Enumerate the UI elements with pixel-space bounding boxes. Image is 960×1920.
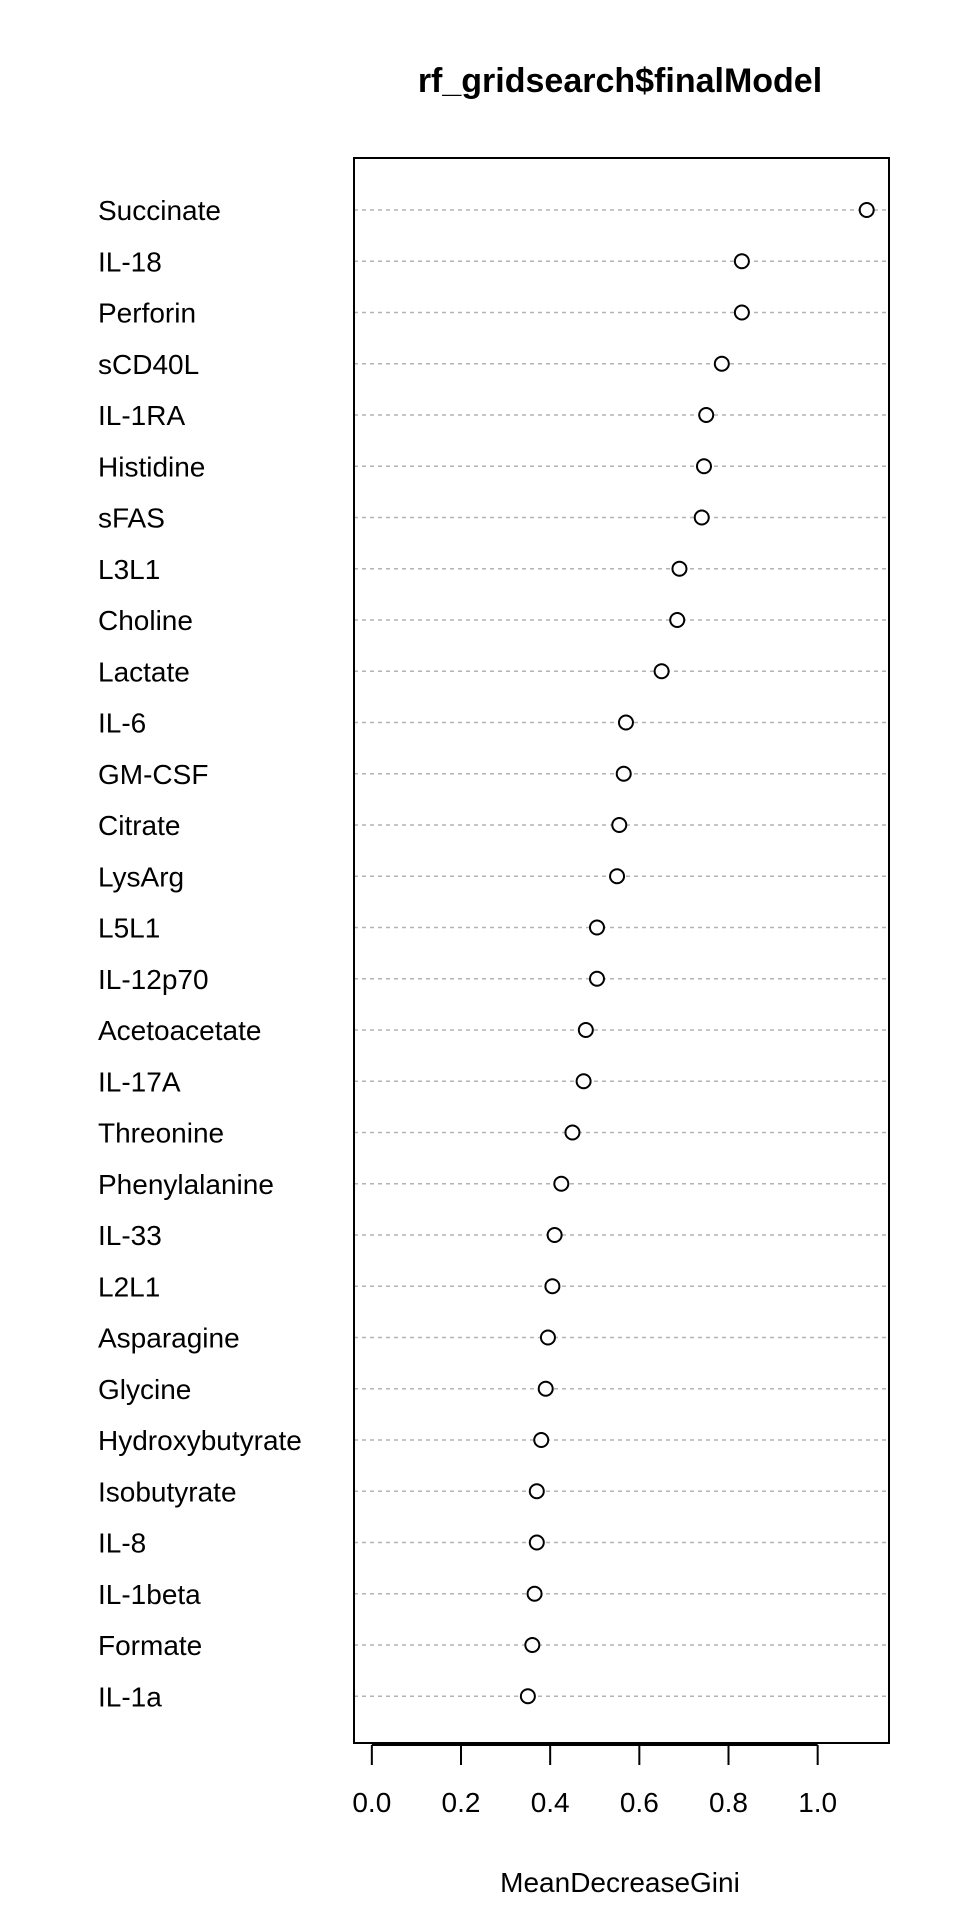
data-point xyxy=(579,1023,593,1037)
x-tick-label: 0.4 xyxy=(530,1787,570,1818)
category-label: IL-33 xyxy=(98,1220,162,1251)
category-label: IL-17A xyxy=(98,1066,181,1098)
category-label: IL-18 xyxy=(98,246,162,278)
data-point xyxy=(617,767,631,781)
x-tick-label: 0.6 xyxy=(619,1787,659,1818)
category-labels xyxy=(98,195,302,1712)
data-point xyxy=(525,1638,539,1652)
data-point xyxy=(735,254,749,268)
category-label: IL-1RA xyxy=(98,400,186,431)
x-tick-label: 0.0 xyxy=(352,1787,392,1818)
data-point xyxy=(699,408,713,422)
x-tick-label: 1.0 xyxy=(798,1787,838,1818)
category-label: IL-6 xyxy=(98,707,147,739)
category-label: L2L1 xyxy=(98,1271,161,1303)
category-label: Perforin xyxy=(98,297,197,329)
data-point xyxy=(735,306,749,320)
category-label: L5L1 xyxy=(98,912,161,944)
category-label: Asparagine xyxy=(98,1322,240,1354)
data-point xyxy=(670,613,684,627)
data-point xyxy=(530,1484,544,1498)
category-label: IL-1a xyxy=(98,1681,162,1713)
category-label: Succinate xyxy=(98,195,221,226)
data-point xyxy=(548,1228,562,1242)
data-point xyxy=(521,1689,535,1703)
category-label: GM-CSF xyxy=(98,758,209,790)
data-point xyxy=(655,664,669,678)
data-points xyxy=(521,203,874,1703)
category-label: IL-8 xyxy=(98,1527,147,1559)
category-label: Histidine xyxy=(98,451,206,483)
category-label: Phenylalanine xyxy=(98,1168,274,1200)
data-point xyxy=(590,921,604,935)
category-label: Citrate xyxy=(98,810,181,841)
data-point xyxy=(590,972,604,986)
data-point xyxy=(619,716,633,730)
data-point xyxy=(530,1536,544,1550)
category-label: LysArg xyxy=(98,861,185,893)
data-point xyxy=(554,1177,568,1191)
data-point xyxy=(541,1331,555,1345)
category-label: Glycine xyxy=(98,1373,192,1405)
data-point xyxy=(695,511,709,525)
data-point xyxy=(534,1433,548,1447)
category-label: Hydroxybutyrate xyxy=(98,1425,302,1456)
x-axis-label: MeanDecreaseGini xyxy=(500,1867,740,1898)
category-label: L3L1 xyxy=(98,553,161,585)
data-point xyxy=(577,1074,591,1088)
data-point xyxy=(715,357,729,371)
category-label: Threonine xyxy=(98,1117,225,1149)
data-point xyxy=(528,1587,542,1601)
x-tick-label: 0.2 xyxy=(441,1787,481,1818)
x-tick-label: 0.8 xyxy=(709,1787,748,1818)
data-point xyxy=(545,1279,559,1293)
data-point xyxy=(565,1126,579,1140)
plot-frame xyxy=(354,158,889,1743)
category-label: IL-12p70 xyxy=(98,963,209,995)
data-point xyxy=(539,1382,553,1396)
data-point xyxy=(610,869,624,883)
category-label: Formate xyxy=(98,1630,203,1661)
category-label: Isobutyrate xyxy=(98,1476,237,1508)
guide-lines xyxy=(354,210,889,1696)
chart-title: rf_gridsearch$finalModel xyxy=(417,62,823,100)
x-axis-ticks xyxy=(352,1745,837,1818)
category-label: Acetoacetate xyxy=(98,1015,262,1046)
data-point xyxy=(672,562,686,576)
category-label: sCD40L xyxy=(98,348,200,380)
data-point xyxy=(612,818,626,832)
category-label: Lactate xyxy=(98,656,190,688)
data-point xyxy=(860,203,874,217)
category-label: sFAS xyxy=(98,502,165,534)
data-point xyxy=(697,459,711,473)
category-label: IL-1beta xyxy=(98,1578,201,1610)
category-label: Choline xyxy=(98,605,193,636)
